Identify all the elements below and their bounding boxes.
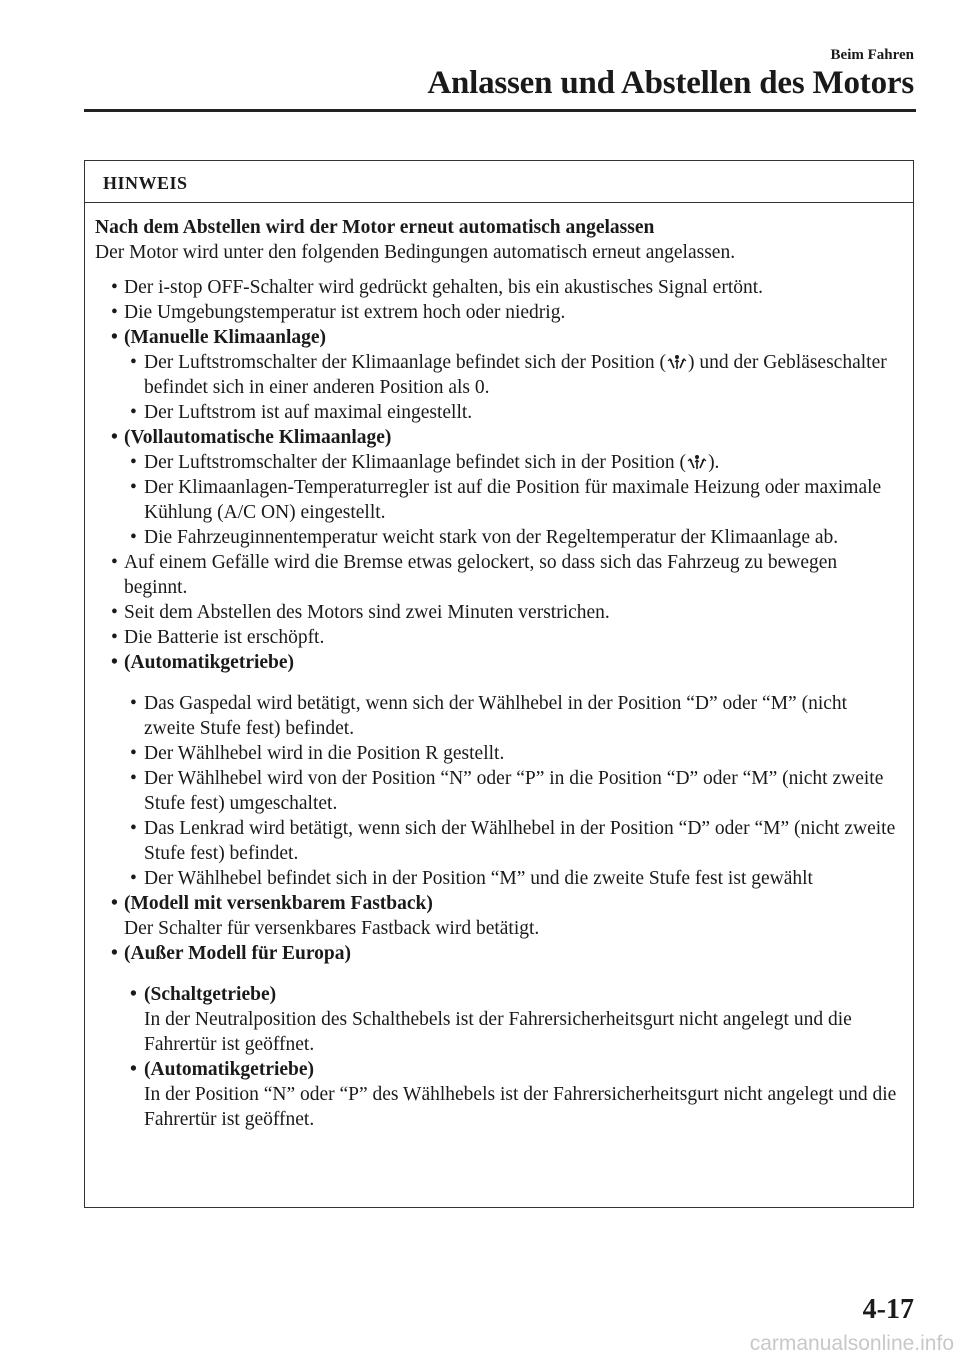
bullet: • [130, 693, 137, 714]
sub-list-item: • Der Wählhebel wird in die Position R gestellt. [130, 743, 505, 764]
bullet: • [111, 552, 118, 573]
bullet: • [130, 477, 137, 498]
sub-list-item: • Die Fahrzeuginnentemperatur weicht stark von der Regeltemperatur der Klimaanlage ab. [130, 527, 839, 548]
sub-list-heading: • (Automatikgetriebe) [130, 1059, 315, 1080]
page-number: 4-17 [862, 1294, 914, 1325]
bullet: • [111, 427, 118, 448]
bullet: • [111, 277, 118, 298]
list-item-heading: • (Außer Modell für Europa) [111, 943, 351, 964]
bullet: • [130, 984, 137, 1005]
bullet: • [130, 1059, 137, 1080]
bullet: • [111, 943, 118, 964]
sub-list-item: • Der Luftstromschalter der Klimaanlage befindet sich der Position ( ) und der Gebläseschalter befindet sich in einer anderen Position als 0. [130, 352, 887, 398]
sub-list-item: • Der Luftstrom ist auf maximal eingestellt. [130, 402, 473, 423]
sub-list-item: • Das Gaspedal wird betätigt, wenn sich der Wählhebel in der Position “D” oder “M” (nicht zweite Stufe fest) befindet. [130, 693, 848, 739]
bullet: • [130, 527, 137, 548]
bullet: • [130, 868, 137, 889]
sub-list-heading: • (Schaltgetriebe) [130, 984, 277, 1005]
bullet: • [130, 452, 137, 473]
face-vent-icon [686, 453, 708, 471]
note-label: HINWEIS [85, 161, 913, 203]
bullet: • [130, 818, 137, 839]
watermark: carmanualsonline.info [749, 1332, 954, 1355]
list-item: • Seit dem Abstellen des Motors sind zwei Minuten verstrichen. [111, 602, 610, 623]
page-title: Anlassen und Abstellen des Motors [427, 65, 914, 101]
sub-list-text: In der Position “N” oder “P” des Wählhebels ist der Fahrersicherheitsgurt nicht angelegt und die Fahrertür ist geöffnet. [144, 1084, 897, 1130]
sub-list-item: • Der Wählhebel wird von der Position “N” oder “P” in die Position “D” oder “M” (nicht zweite Stufe fest) umgeschaltet. [130, 768, 884, 814]
bullet: • [111, 893, 118, 914]
note-body [85, 203, 913, 1132]
bullet: • [130, 352, 137, 373]
sub-list-item: • Der Wählhebel befindet sich in der Position “M” und die zweite Stufe fest ist gewählt [130, 868, 813, 889]
note-lead-heading: Nach dem Abstellen wird der Motor erneut automatisch angelassen [95, 217, 655, 238]
bullet: • [111, 302, 118, 323]
list-item: • Die Umgebungstemperatur ist extrem hoch oder niedrig. [111, 302, 566, 323]
note-lead-text: Der Motor wird unter den folgenden Bedingungen automatisch erneut angelassen. [95, 242, 736, 263]
page-header [427, 46, 914, 102]
sub-list-item: • Der Luftstromschalter der Klimaanlage befindet sich in der Position ( ). [130, 452, 720, 473]
sub-list-text: In der Neutralposition des Schalthebels ist der Fahrersicherheitsgurt nicht angelegt und die Fahrertür ist geöffnet. [144, 1009, 852, 1055]
bullet: • [111, 627, 118, 648]
bullet: • [111, 652, 118, 673]
bullet: • [130, 743, 137, 764]
bullet: • [111, 327, 118, 348]
sub-list-item: • Der Klimaanlagen-Temperaturregler ist auf die Position für maximale Heizung oder maximale Kühlung (A/C ON) eingestellt. [130, 477, 882, 523]
note-box [84, 160, 914, 1208]
face-vent-icon [666, 353, 688, 371]
bullet: • [111, 602, 118, 623]
section-label: Beim Fahren [830, 47, 914, 63]
bullet: • [130, 768, 137, 789]
list-item-heading: • (Modell mit versenkbarem Fastback) [111, 893, 433, 914]
list-item-heading: • (Vollautomatische Klimaanlage) [111, 427, 392, 448]
list-item-heading: • (Automatikgetriebe) [111, 652, 295, 673]
list-item: • Die Batterie ist erschöpft. [111, 627, 325, 648]
list-item: • Auf einem Gefälle wird die Bremse etwas gelockert, so dass sich das Fahrzeug zu bewegen beginnt. [111, 552, 838, 598]
bullet: • [130, 402, 137, 423]
list-item-heading: • (Manuelle Klimaanlage) [111, 327, 327, 348]
sub-list-item: • Das Lenkrad wird betätigt, wenn sich der Wählhebel in der Position “D” oder “M” (nicht zweite Stufe fest) befindet. [130, 818, 896, 864]
header-rule [84, 109, 916, 112]
list-item: • Der i-stop OFF-Schalter wird gedrückt gehalten, bis ein akustisches Signal ertönt. [111, 277, 764, 298]
list-item-text: Der Schalter für versenkbares Fastback wird betätigt. [124, 918, 540, 939]
